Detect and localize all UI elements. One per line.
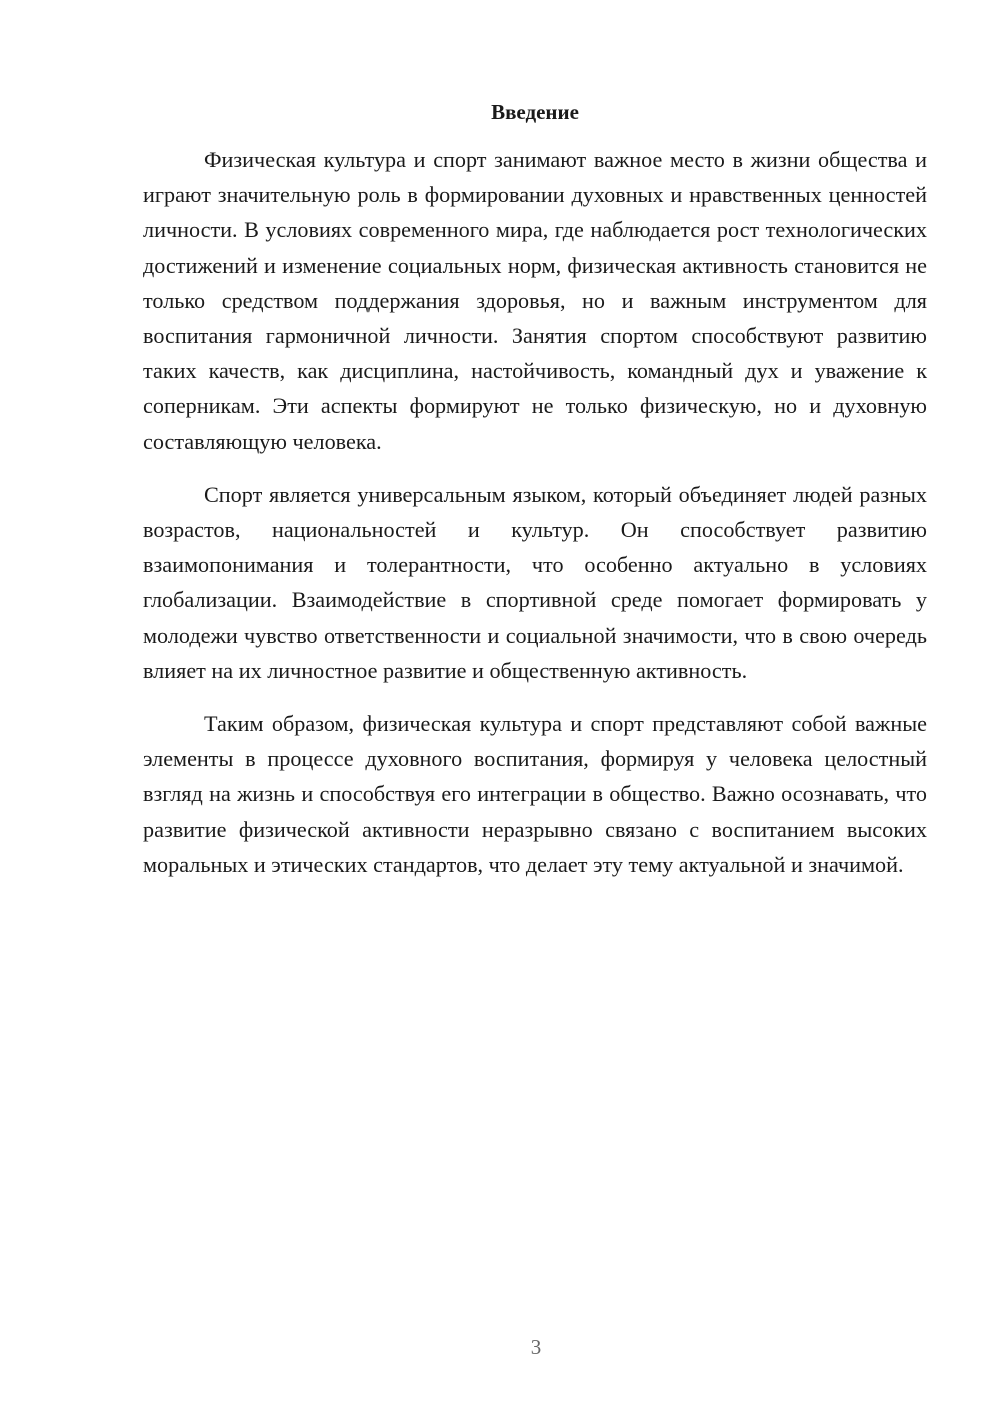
- paragraph-3: Таким образом, физическая культура и спорт представляют собой важные элементы в процессе духовного воспитания, формируя у человека целостный взгляд на жизнь и способствуя его интеграции в общество. Важно осознавать, что развитие физической активности неразрывно связано с воспитанием высоких моральных и этических стандартов, что делает эту тему актуальной и значимой.: [143, 711, 927, 877]
- body-text: [143, 142, 927, 900]
- paragraph-1: Физическая культура и спорт занимают важное место в жизни общества и играют значительную роль в формировании духовных и нравственных ценностей личности. В условиях современного мира, где наблюдается рост технологических достижений и изменение социальных норм, физическая активность становится не только средством поддержания здоровья, но и важным инструментом для воспитания гармоничной личности. Занятия спортом способствуют развитию таких качеств, как дисциплина, настойчивость, командный дух и уважение к соперникам. Эти аспекты формируют не только физическую, но и духовную составляющую человека.: [143, 147, 927, 454]
- section-heading: Введение: [491, 100, 579, 124]
- page-number: 3: [530, 1335, 542, 1359]
- paragraph-2: Спорт является универсальным языком, который объединяет людей разных возрастов, национальностей и культур. Он способствует развитию взаимопонимания и толерантности, что особенно актуально в условиях глобализации. Взаимодействие в спортивной среде помогает формировать у молодежи чувство ответственности и социальной значимости, что в свою очередь влияет на их личностное развитие и общественную активность.: [143, 481, 927, 683]
